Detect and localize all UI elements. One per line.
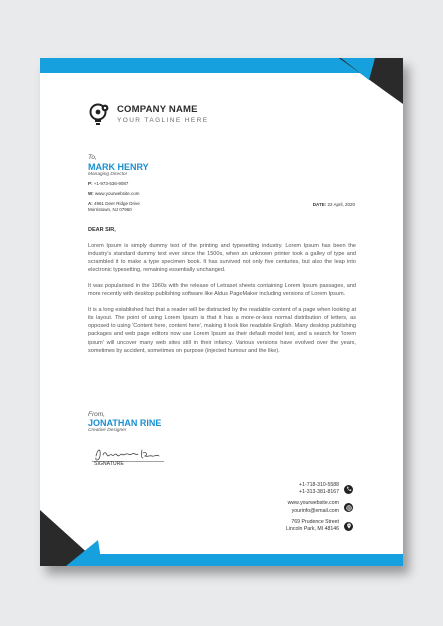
footer-address-row <box>286 519 353 533</box>
footer-address-1: 769 Prudence Street <box>291 518 339 525</box>
recipient-address-line2: Morristown, NJ 07960 <box>88 207 132 212</box>
company-logo <box>88 102 208 126</box>
location-icon <box>344 522 353 531</box>
recipient-phone: P: +1-973-536-9087 <box>88 181 129 186</box>
from-label: From, <box>88 411 105 418</box>
sender-title: Creative Designer <box>88 428 127 433</box>
footer-phone-row <box>286 482 353 496</box>
sender-name: JONATHAN RINE <box>88 418 162 428</box>
recipient-address: A: 4961 Deer Ridge Drive <box>88 201 140 206</box>
letterhead-page <box>40 58 403 566</box>
recipient-title: Managing Director <box>88 172 128 177</box>
footer-contacts <box>286 482 353 537</box>
body-paragraph: It is a long established fact that a reader will be distracted by the readable content of a page when looking at its layout. The point of using Lorem Ipsum is that it has a more-or-less normal distribution of letters, as opposed to using 'Content here, content here', making it look like readable English. Many desktop publishing packages and web page editors now use Lorem Ipsum as their default model text, and a search for 'lorem ipsum' will uncover many web sites still in their infancy. Various versions have evolved over the years, sometimes by accident, sometimes on purpose (injected humour and the like). <box>88 307 356 354</box>
sender-block <box>88 411 208 433</box>
recipient-block <box>88 154 238 213</box>
recipient-web: W: www.yourwebsite.com <box>88 191 140 196</box>
salutation: DEAR SIR, <box>88 227 116 233</box>
company-tagline: YOUR TAGLINE HERE <box>117 117 209 124</box>
top-corner-decoration <box>339 58 403 104</box>
to-label: To, <box>88 154 97 161</box>
signature-label: SIGNATURE <box>94 461 124 467</box>
lightbulb-gear-icon <box>88 102 112 126</box>
footer-phone-1: +1-718-310-5588 <box>299 482 339 488</box>
company-name: COMPANY NAME <box>117 104 198 115</box>
letter-body <box>88 242 356 363</box>
bottom-corner-decoration <box>40 510 102 566</box>
footer-web-row <box>286 500 353 514</box>
body-paragraph: It was popularised in the 1960s with the release of Letraset sheets containing Lorem Ipsum passages, and more recently with desktop publishing software like Aldus PageMaker including versions of Lorem Ipsum. <box>88 283 356 298</box>
phone-icon <box>344 485 353 494</box>
footer-phone-2: +1-313-381-8167 <box>299 489 339 496</box>
globe-icon <box>344 503 353 512</box>
footer-website: www.yourwebsite.com <box>287 500 339 507</box>
footer-address-2: Lincoln Park, MI 48146 <box>285 526 339 533</box>
footer-email: yourinfo@email.com <box>291 507 339 514</box>
recipient-name: MARK HENRY <box>88 162 149 172</box>
letter-date: DATE: 22 April, 2020 <box>312 202 355 207</box>
body-paragraph: Lorem Ipsum is simply dummy text of the printing and typesetting industry. Lorem Ipsum has been the industry's standard dummy text ever since the 1500s, when an unknown printer took a galley of type and scrambled it to make a type specimen book. It has survived not only five centuries, but also the leap into electronic typesetting, remaining essentially unchanged. <box>88 243 356 274</box>
